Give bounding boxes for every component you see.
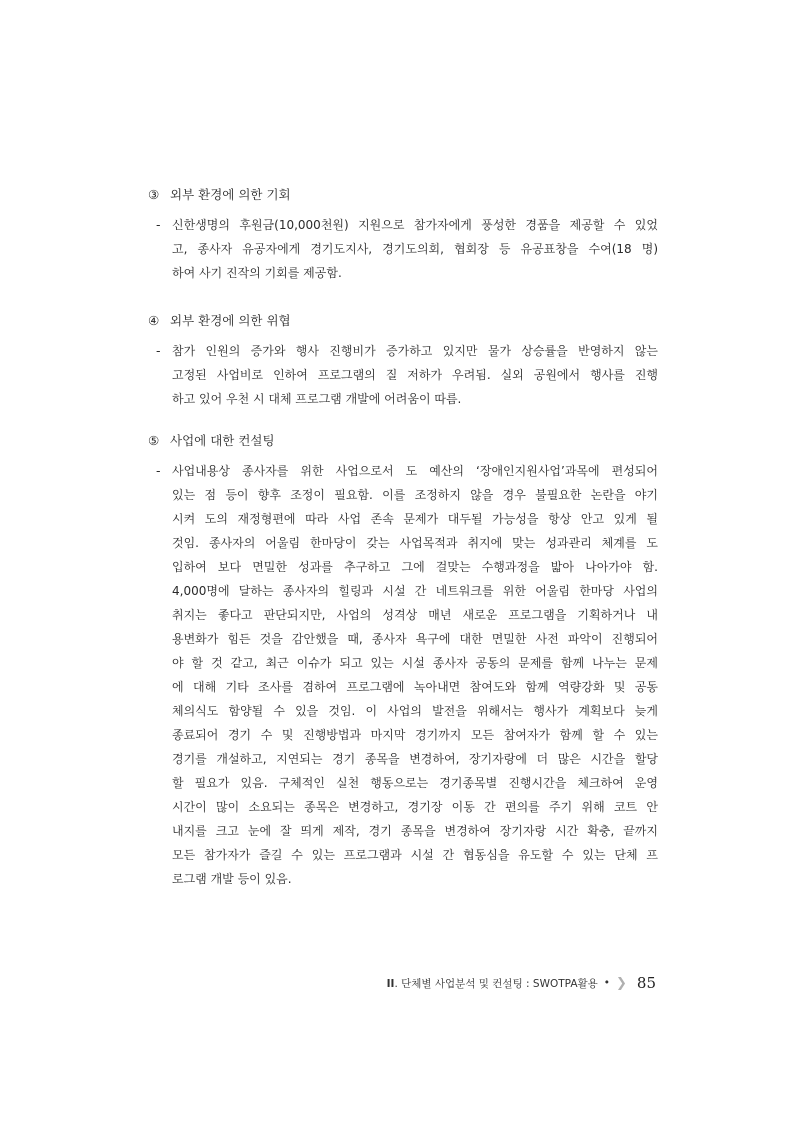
paragraph-line: 고정된 사업비로 인하여 프로그램의 질 저하가 우려됨. 실외 공원에서 행사를 진행 bbox=[172, 368, 658, 382]
paragraph-line: 용변화가 힘든 것을 감안했을 때, 종사자 욕구에 대한 면밀한 사전 파악이 진행되어 bbox=[172, 632, 658, 646]
bullet-icon: • bbox=[603, 977, 610, 989]
paragraph-line: 입하여 보다 면밀한 성과를 추구하고 그에 걸맞는 수행과정을 밟아 나아가야 함. bbox=[172, 560, 658, 574]
footer-chapter-title bbox=[387, 976, 598, 991]
paragraph-line: 취지는 좋다고 판단되지만, 사업의 성격상 매년 새로운 프로그램을 기획하거나 내 bbox=[172, 608, 658, 622]
section-title: 외부 환경에 의한 위협 bbox=[170, 313, 291, 328]
section-threat bbox=[148, 311, 658, 411]
paragraph-line: 할 필요가 있음. 구체적인 실천 행동으로는 경기종목별 진행시간을 체크하여 운영 bbox=[172, 776, 658, 790]
paragraph-line: 모든 참가자가 즐길 수 있는 프로그램과 시설 간 협동심을 유도할 수 있는 단체 프 bbox=[172, 848, 658, 862]
paragraph-line: 4,000명에 달하는 종사자의 힐링과 시설 간 네트워크를 위한 어울림 한마당 사업의 bbox=[172, 584, 658, 598]
paragraph-line: 있는 점 등이 향후 조정이 필요함. 이를 조정하지 않을 경우 불필요한 논란을 야기 bbox=[172, 488, 658, 502]
page-footer bbox=[300, 970, 656, 996]
section-opportunity bbox=[148, 185, 658, 285]
section-consulting bbox=[148, 431, 658, 891]
paragraph-line: 사업내용상 종사자를 위한 사업으로서 도 예산의 ‘장애인지원사업’과목에 편성되어 bbox=[172, 464, 658, 478]
paragraph-line: 내지를 크고 눈에 잘 띄게 제작, 경기 종목을 변경하여 장기자랑 시간 확충, 끝까지 bbox=[172, 824, 658, 838]
paragraph-line: 시켜 도의 재정형편에 따라 사업 존속 문제가 대두될 가능성을 항상 안고 있게 될 bbox=[172, 512, 658, 526]
section-heading bbox=[148, 431, 658, 451]
paragraph-line: 하고 있어 우천 시 대체 프로그램 개발에 어려움이 따름. bbox=[172, 392, 462, 406]
paragraph-line: 것임. 종사자의 어울림 한마당이 갖는 사업목적과 취지에 맞는 성과관리 체계를 도 bbox=[172, 536, 658, 550]
paragraph-line: 신한생명의 후원금(10,000천원) 지원으로 참가자에게 풍성한 경품을 제공할 수 있었 bbox=[172, 218, 658, 232]
paragraph-line: 하여 사기 진작의 기회를 제공함. bbox=[172, 266, 342, 280]
paragraph-line: 종료되어 경기 수 및 진행방법과 마지막 경기까지 모든 참여자가 함께 할 수 있는 bbox=[172, 728, 658, 742]
paragraph-line: 시간이 많이 소요되는 종목은 변경하고, 경기장 이동 간 편의를 주기 위해 코트 안 bbox=[172, 800, 658, 814]
paragraph-line: 참가 인원의 증가와 행사 진행비가 증가하고 있지만 물가 상승률을 반영하지 않는 bbox=[172, 344, 658, 358]
section-number: ④ bbox=[148, 313, 160, 328]
list-dash: - bbox=[156, 217, 161, 232]
list-dash: - bbox=[156, 343, 161, 358]
section-title: 사업에 대한 컨설팅 bbox=[170, 433, 275, 448]
paragraph-line: 로그램 개발 등이 있음. bbox=[172, 872, 292, 886]
section-title: 외부 환경에 의한 기회 bbox=[170, 187, 291, 202]
list-dash: - bbox=[156, 463, 161, 478]
section-number: ③ bbox=[148, 187, 160, 202]
section-paragraph bbox=[148, 213, 658, 285]
section-heading bbox=[148, 311, 658, 331]
paragraph-line: 에 대해 기타 조사를 겸하여 프로그램에 녹아내면 참여도와 함께 역량강화 및 공동 bbox=[172, 680, 658, 694]
paragraph-line: 야 할 것 같고, 최근 이슈가 되고 있는 시설 종사자 공동의 문제를 함께 나누는 문제 bbox=[172, 656, 658, 670]
paragraph-line: 고, 종사자 유공자에게 경기도지사, 경기도의회, 협회장 등 유공표창을 수여(18 명) bbox=[172, 242, 658, 256]
section-paragraph bbox=[148, 459, 658, 891]
section-number: ⑤ bbox=[148, 433, 160, 448]
chapter-text: . 단체별 사업분석 및 컨설팅 : SWOTPA활용 bbox=[394, 977, 598, 990]
section-paragraph bbox=[148, 339, 658, 411]
paragraph-line: 체의식도 함양될 수 있을 것임. 이 사업의 발전을 위해서는 행사가 계획보다 늦게 bbox=[172, 704, 658, 718]
chevron-right-icon: ❯ bbox=[616, 975, 627, 991]
chapter-roman-numeral: II bbox=[386, 977, 395, 990]
page-number: 85 bbox=[636, 974, 656, 992]
paragraph-line: 경기를 개설하고, 지연되는 경기 종목을 변경하여, 장기자랑에 더 많은 시간을 할당 bbox=[172, 752, 658, 766]
section-heading bbox=[148, 185, 658, 205]
